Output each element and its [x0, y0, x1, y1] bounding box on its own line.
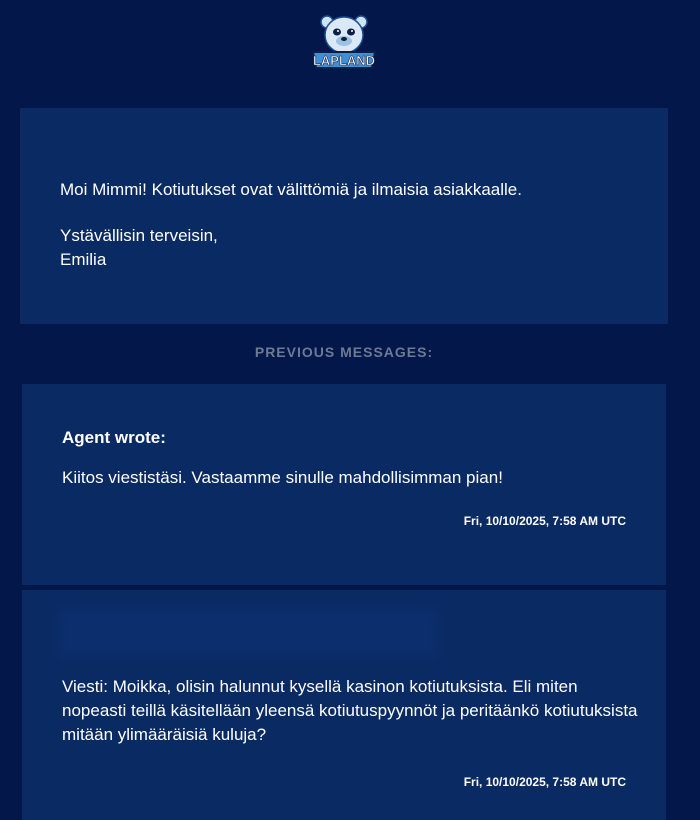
message-author: Agent wrote: [62, 428, 166, 447]
message-timestamp: Fri, 10/10/2025, 7:58 AM UTC [463, 775, 626, 789]
message-closing: Ystävällisin terveisin, [60, 226, 218, 245]
message-signature: Emilia [60, 250, 107, 269]
redacted-header [58, 608, 438, 658]
message-greeting: Moi Mimmi! Kotiutukset ovat välittömiä ja ilmaisia asiakkaalle. [60, 180, 522, 199]
previous-message-card [22, 384, 666, 585]
message-timestamp: Fri, 10/10/2025, 7:58 AM UTC [463, 514, 626, 528]
previous-messages-title: PREVIOUS MESSAGES: [254, 344, 434, 360]
message-text: Viesti: Moikka, olisin halunnut kysellä kasinon kotiutuksista. Eli miten nopeasti teillä käsitellään yleensä kotiutuspyynnöt ja peritäänkö kotiutuksista mitään ylimääräisiä kuluja? [62, 677, 638, 744]
email-header [0, 0, 700, 88]
message-text: Kiitos viestistäsi. Vastaamme sinulle mahdollisimman pian! [62, 468, 503, 487]
current-message-card [20, 108, 668, 324]
lapland-logo [309, 8, 379, 74]
previous-message-card [22, 590, 666, 820]
logo-wordmark: LAPLAND [312, 53, 376, 68]
